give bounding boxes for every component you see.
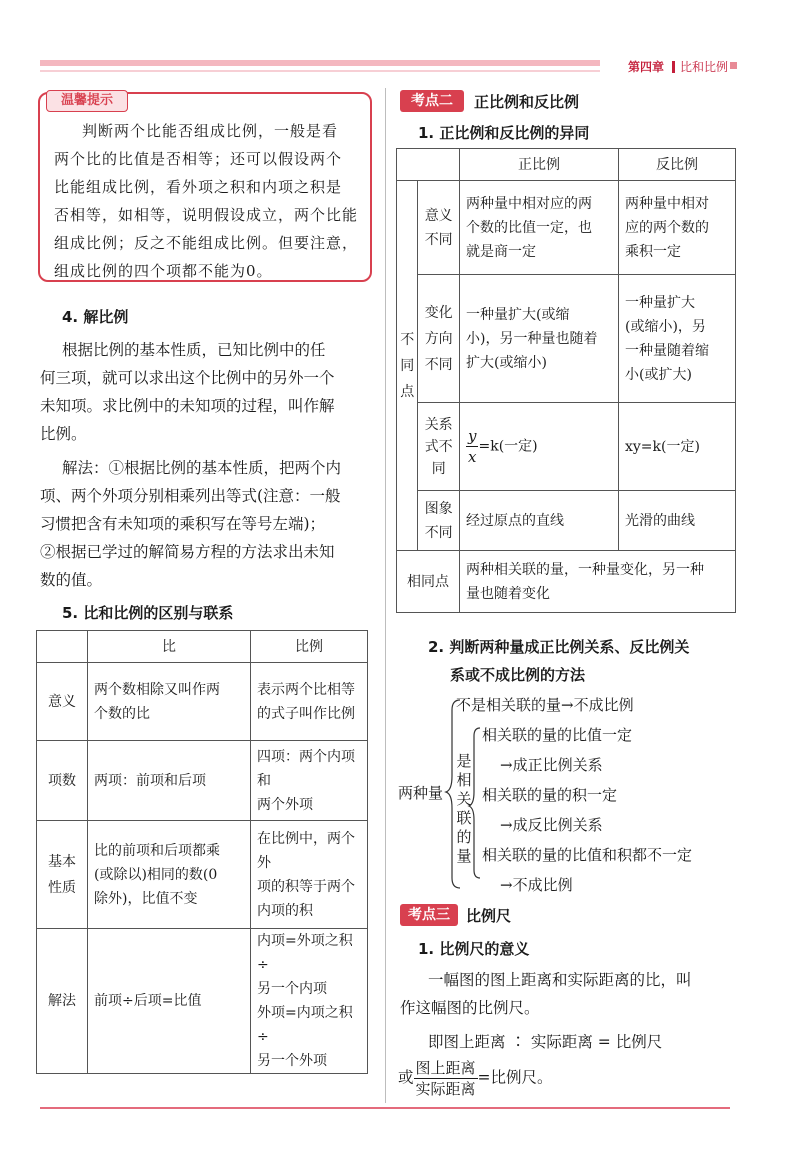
- header-rule: [40, 60, 600, 66]
- direct-inverse-table: [396, 148, 736, 613]
- tip-line: 两个比的比值是否相等；还可以假设两个: [54, 150, 343, 168]
- table-cell: 光滑的曲线: [619, 491, 736, 551]
- table-cell: 两项：前项和后项: [88, 741, 251, 821]
- paragraph-line: 习惯把含有未知项的乘积写在等号左端)；: [40, 515, 326, 533]
- table-cell: 两种量中相对 应的两个数的 乘积一定: [619, 181, 736, 275]
- tip-line: 否相等，如相等，说明假设成立，两个比能: [54, 206, 359, 224]
- table-cell: 表示两个比相等 的式子叫作比例: [251, 663, 368, 741]
- chapter-label: 第四章: [628, 60, 665, 74]
- fraction-y-over-x: $\frac{y}{x}$: [468, 427, 477, 466]
- table-header-ratio: 比: [88, 631, 251, 663]
- table-cell: 内项=外项之积÷ 另一个内项 外项=内项之积÷ 另一个外项: [251, 929, 368, 1074]
- row-label: 项数: [37, 741, 88, 821]
- kaodian-2-tag: 考点二: [400, 90, 464, 112]
- table-cell: 四项：两个内项和 两个外项: [251, 741, 368, 821]
- paragraph-line: 何三项，就可以求出这个比例中的另外一个: [40, 369, 335, 387]
- tree-result-direct: →成正比例关系: [500, 756, 603, 774]
- chapter-square-icon: [730, 62, 737, 69]
- tip-line: 组成比例的四个项都不能为0。: [54, 262, 273, 280]
- paragraph-line: 根据比例的基本性质，已知比例中的任: [62, 341, 326, 359]
- ratio-proportion-table: [36, 630, 368, 1074]
- table-cell: 在比例中，两个外 项的积等于两个 内项的积: [251, 821, 368, 929]
- table-cell: 两种量中相对应的两 个数的比值一定，也 就是商一定: [460, 181, 619, 275]
- tree-not-related: 不是相关联的量→不成比例: [456, 696, 634, 714]
- paragraph-line: 解法：①根据比例的基本性质，把两个内: [62, 459, 342, 477]
- table-cell: 两个数相除又叫作两 个数的比: [88, 663, 251, 741]
- row-label: 关系 式不 同: [418, 403, 460, 491]
- table-corner: [397, 149, 460, 181]
- group-label-different: 不 同 点: [397, 181, 418, 551]
- tree-root: 两种量: [398, 784, 444, 802]
- table-row: [37, 741, 368, 821]
- table-cell: 一种量扩大 (或缩小)，另 一种量随着缩 小(或扩大): [619, 275, 736, 403]
- paragraph-line: 项、两个外项分别相乘列出等式(注意：一般: [40, 487, 341, 505]
- section-heading-ratio-vs-proportion: 5. 比和比例的区别与联系: [62, 604, 234, 622]
- row-label: 基本 性质: [37, 821, 88, 929]
- tip-line: 判断两个比能否组成比例，一般是看: [82, 122, 339, 140]
- kaodian-3-title: 比例尺: [466, 907, 512, 925]
- subheading-scale-meaning: 1. 比例尺的意义: [418, 940, 530, 958]
- paragraph-line: 未知项。求比例中的未知项的过程，叫作解: [40, 397, 335, 415]
- table-cell: 两种相关联的量，一种量变化，另一种 量也随着变化: [460, 551, 736, 613]
- tip-line: 比能组成比例，看外项之积和内项之积是: [54, 178, 343, 196]
- table-row: [397, 275, 736, 403]
- row-label: 图象 不同: [418, 491, 460, 551]
- row-label: 变化 方向 不同: [418, 275, 460, 403]
- row-label: 解法: [37, 929, 88, 1074]
- table-row: [37, 929, 368, 1074]
- table-header-proportion: 比例: [251, 631, 368, 663]
- table-corner: [37, 631, 88, 663]
- paragraph-line: 比例。: [40, 425, 87, 443]
- paragraph-line: 数的值。: [40, 571, 103, 589]
- table-header-inverse: 反比例: [619, 149, 736, 181]
- row-label: 意义: [37, 663, 88, 741]
- section-heading-solve-proportion: 4. 解比例: [62, 308, 129, 326]
- formula-scale: 即图上距离 ∶ 实际距离 = 比例尺: [428, 1033, 663, 1051]
- paragraph-line: 一幅图的图上距离和实际距离的比，叫: [428, 971, 692, 989]
- tree-branch-ratio: 相关联的量的比值一定: [482, 726, 633, 744]
- tree-branch-product: 相关联的量的积一定: [482, 786, 618, 804]
- table-cell: 经过原点的直线: [460, 491, 619, 551]
- table-cell: $\frac{y}{x}$ =k(一定): [460, 403, 619, 491]
- table-cell: xy=k(一定): [619, 403, 736, 491]
- table-row: [37, 821, 368, 929]
- table-cell: 比的前项和后项都乘 (或除以)相同的数(0 除外)，比值不变: [88, 821, 251, 929]
- subheading-judge-method-cont: 系或不成比例的方法: [450, 666, 586, 684]
- table-cell: 前项÷后项=比值: [88, 929, 251, 1074]
- tip-line: 组成比例；反之不能组成比例。但要注意，: [54, 234, 359, 252]
- subheading-judge-method: 2. 判断两种量成正比例关系、反比例关: [428, 638, 690, 656]
- kaodian-3-tag: 考点三: [400, 904, 458, 926]
- paragraph-line: ②根据已学过的解简易方程的方法求出未知: [40, 543, 335, 561]
- paragraph-line: 作这幅图的比例尺。: [400, 999, 540, 1017]
- tree-related-label: 是相关联的量: [456, 752, 472, 865]
- tree-result-none: →不成比例: [500, 876, 573, 894]
- table-cell: 一种量扩大(或缩 小)，另一种量也随着 扩大(或缩小): [460, 275, 619, 403]
- table-row: [397, 403, 736, 491]
- table-header-direct: 正比例: [460, 149, 619, 181]
- tree-result-inverse: →成反比例关系: [500, 816, 603, 834]
- kaodian-2-title: 正比例和反比例: [474, 93, 580, 111]
- table-row: [37, 663, 368, 741]
- tip-tag: 温馨提示: [46, 90, 128, 112]
- column-divider: [385, 88, 386, 1103]
- chapter-separator: [672, 61, 675, 73]
- subheading-direct-inverse: 1. 正比例和反比例的异同: [418, 124, 590, 142]
- formula-scale-fraction: 或 $\frac{\text{图上距离}}{\text{实际距离}}$ =比例尺。: [398, 1059, 553, 1098]
- table-row: [397, 551, 736, 613]
- tree-branch-neither: 相关联的量的比值和积都不一定: [482, 846, 693, 864]
- row-label: 意义 不同: [418, 181, 460, 275]
- row-label-same: 相同点: [397, 551, 460, 613]
- table-row: [397, 491, 736, 551]
- header-rule-thin: [40, 70, 600, 72]
- footer-rule: [40, 1107, 730, 1109]
- table-row: [397, 181, 736, 275]
- fraction-distance: $\frac{\text{图上距离}}{\text{实际距离}}$: [415, 1059, 476, 1098]
- chapter-title: 比和比例: [680, 60, 729, 74]
